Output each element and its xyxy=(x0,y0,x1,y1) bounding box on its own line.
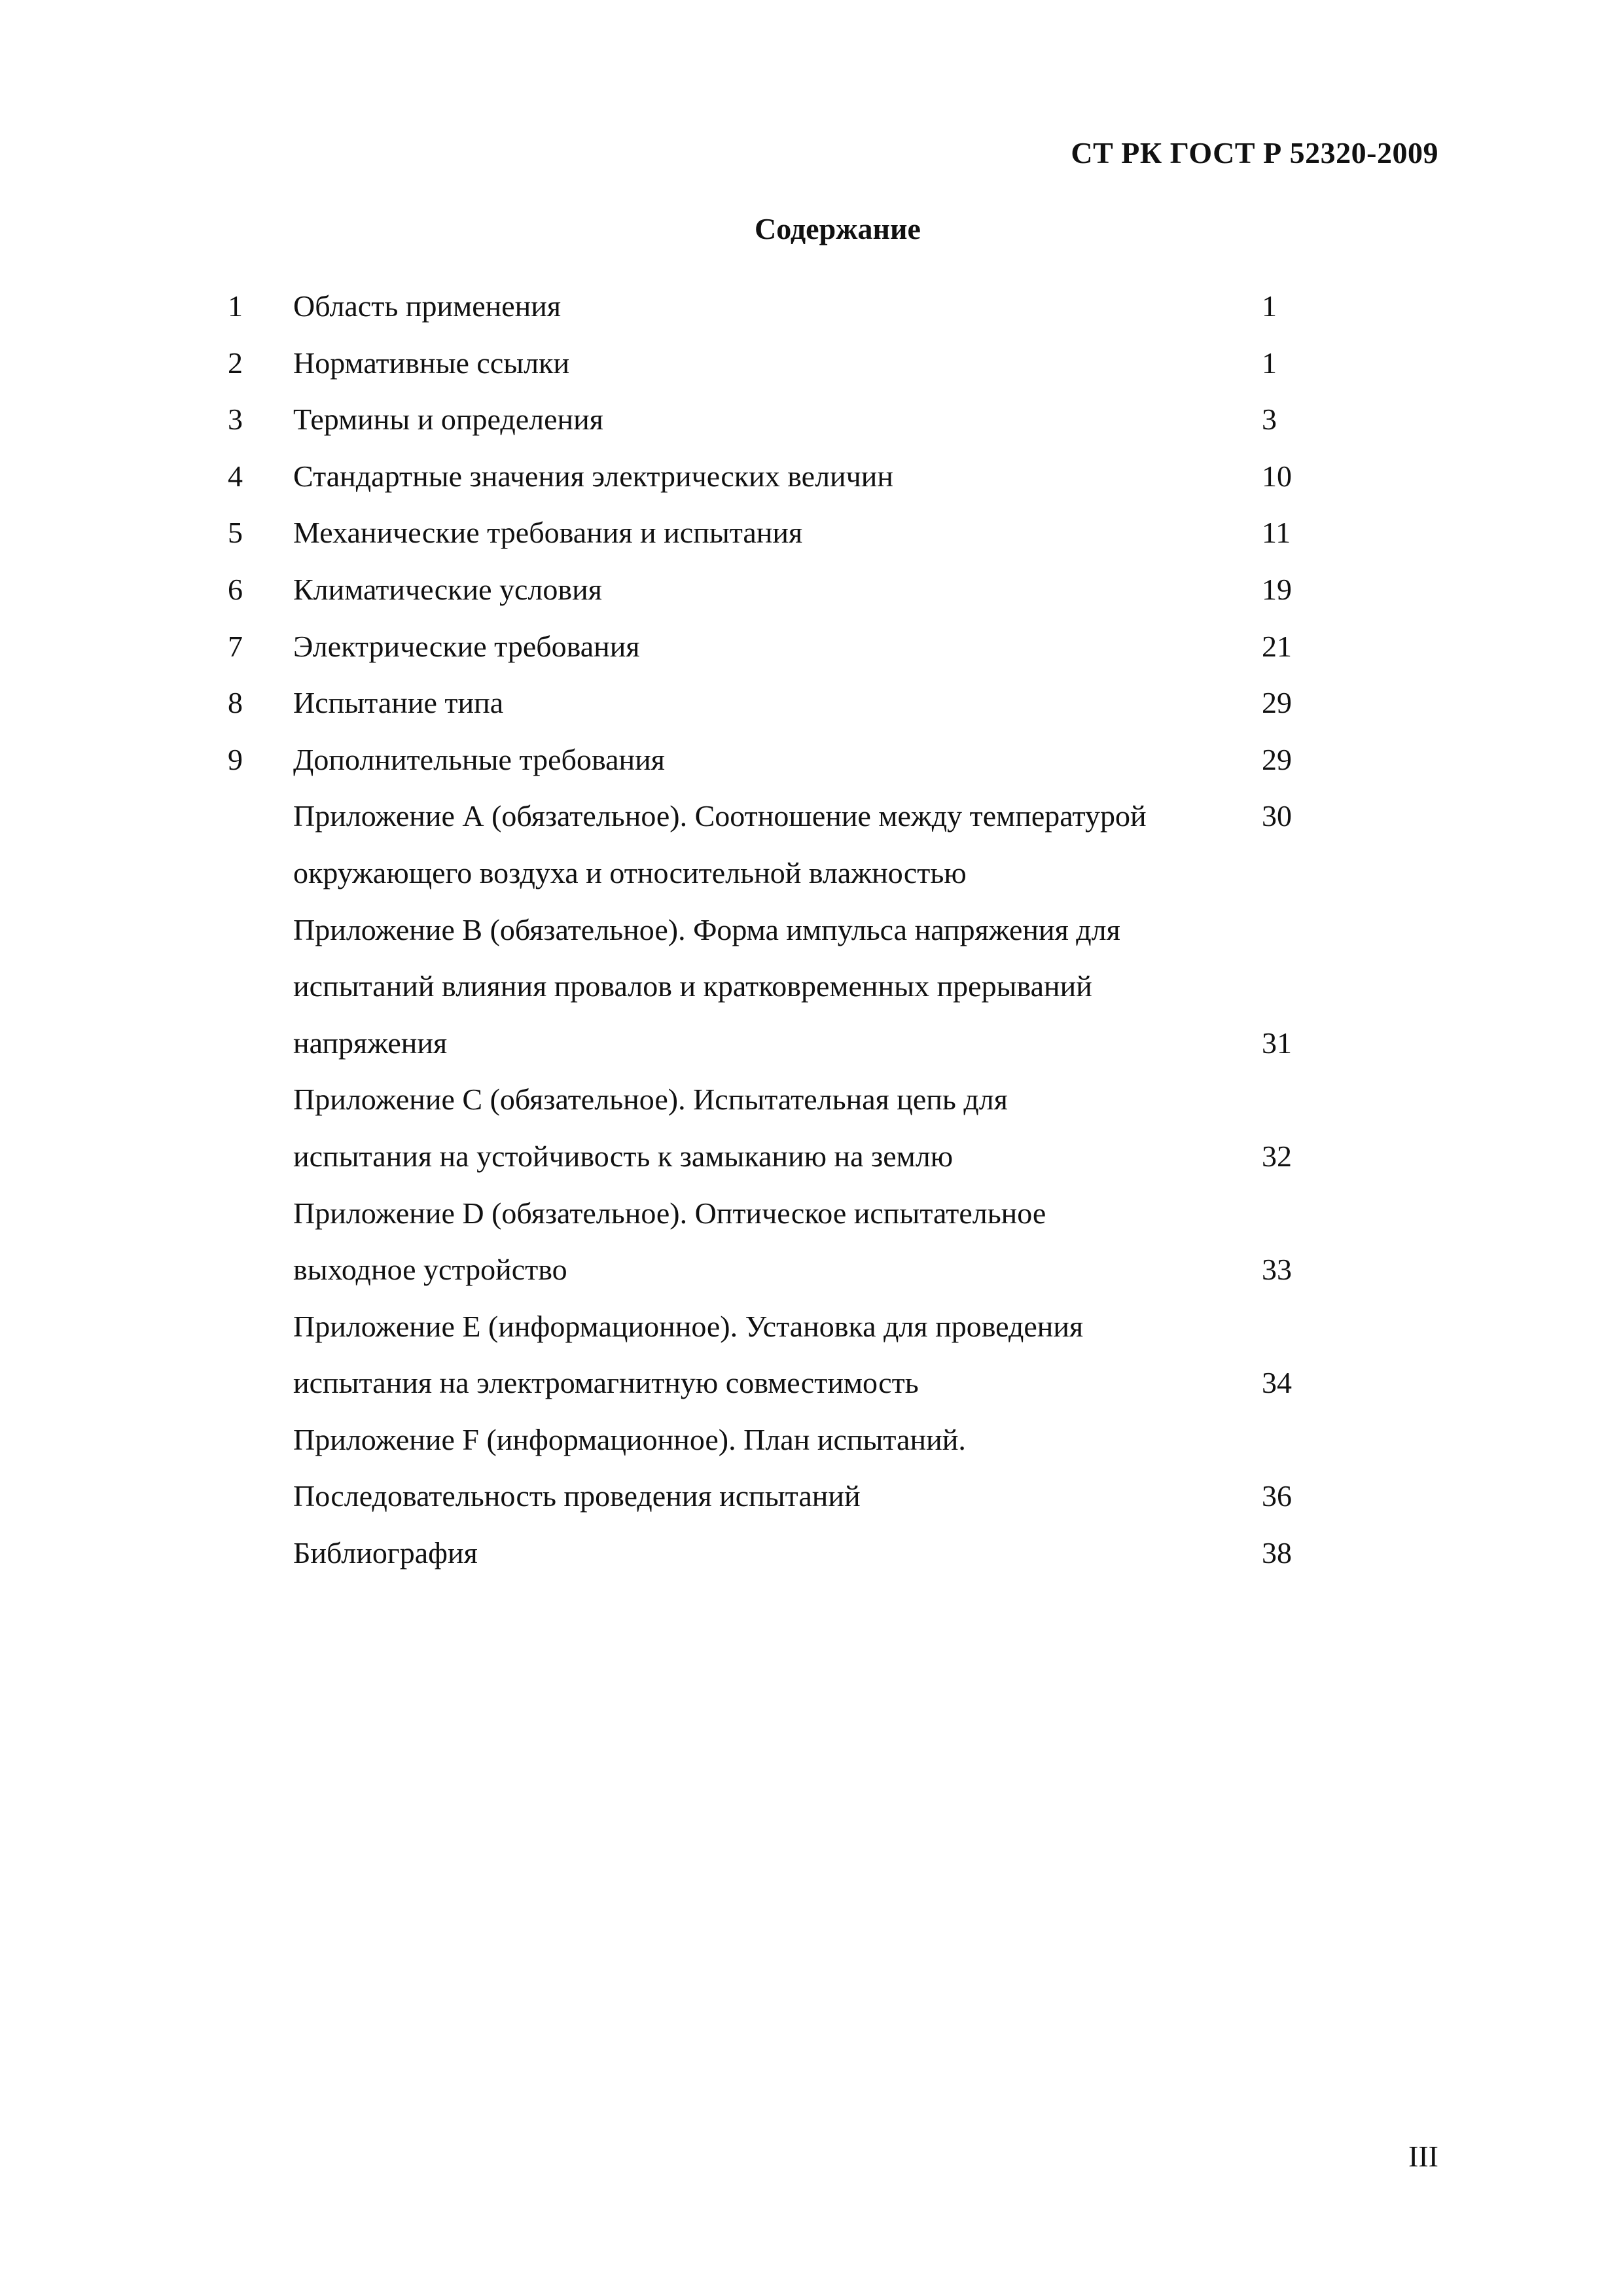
toc-appendix-line xyxy=(0,906,1623,963)
toc-entry xyxy=(0,566,1623,623)
toc-entry-title: Термины и определения xyxy=(293,403,603,437)
toc-entry-number: 1 xyxy=(228,289,243,323)
toc-entry-page: 10 xyxy=(1262,459,1292,493)
toc-entry-page: 32 xyxy=(1262,1139,1292,1173)
toc-entry-title: Механические требования и испытания xyxy=(293,516,803,550)
toc-entry xyxy=(0,509,1623,566)
toc-appendix-line xyxy=(0,1020,1623,1077)
page-number: III xyxy=(1408,2140,1438,2173)
toc-entry-title: Дополнительные требования xyxy=(293,742,665,776)
toc-appendix-line xyxy=(0,850,1623,906)
toc-entry-page: 36 xyxy=(1262,1479,1292,1513)
toc-entry-page: 33 xyxy=(1262,1253,1292,1287)
toc-entry-title: напряжения xyxy=(293,1026,448,1060)
toc-entry xyxy=(0,340,1623,397)
toc-entry-page: 38 xyxy=(1262,1536,1292,1570)
toc-entry-title: Приложение Е (информационное). Установка для проведения xyxy=(293,1309,1084,1343)
toc-entry-title: Приложение D (обязательное). Оптическое испытательное xyxy=(293,1196,1046,1230)
page-title: Содержание xyxy=(755,212,921,245)
toc-appendix-line xyxy=(0,1190,1623,1247)
toc-entry xyxy=(0,283,1623,340)
toc-entry-page: 29 xyxy=(1262,686,1292,720)
toc-entry xyxy=(0,453,1623,510)
toc-entry-title: Приложение А (обязательное). Соотношение между температурой xyxy=(293,799,1147,833)
toc-appendix-line xyxy=(0,793,1623,850)
toc-entry-page: 34 xyxy=(1262,1366,1292,1400)
toc-entry-number: 2 xyxy=(228,346,243,380)
toc-appendix-line xyxy=(0,1076,1623,1133)
toc-appendix-line xyxy=(0,1246,1623,1303)
toc-appendix-line xyxy=(0,1530,1623,1587)
toc-entry-page: 29 xyxy=(1262,742,1292,776)
table-of-contents xyxy=(0,283,1623,1587)
toc-entry xyxy=(0,623,1623,680)
toc-entry-title: окружающего воздуха и относительной влажностью xyxy=(293,855,967,889)
toc-entry xyxy=(0,679,1623,736)
toc-entry-title: Климатические условия xyxy=(293,572,602,606)
toc-entry-title: Библиография xyxy=(293,1536,478,1570)
toc-entry-number: 9 xyxy=(228,742,243,776)
toc-entry-page: 3 xyxy=(1262,403,1277,437)
toc-entry-page: 30 xyxy=(1262,799,1292,833)
toc-appendix-line xyxy=(0,1133,1623,1190)
toc-entry-number: 4 xyxy=(228,459,243,493)
toc-entry-number: 8 xyxy=(228,686,243,720)
toc-entry-title: Приложение В (обязательное). Форма импульса напряжения для xyxy=(293,912,1120,946)
toc-entry-title: Электрические требования xyxy=(293,629,640,663)
toc-entry-title: Приложение F (информационное). План испытаний. xyxy=(293,1422,966,1456)
toc-entry-page: 1 xyxy=(1262,346,1277,380)
toc-entry-title: испытаний влияния провалов и кратковременных прерываний xyxy=(293,969,1092,1003)
toc-entry-title: выходное устройство xyxy=(293,1253,567,1287)
toc-entry xyxy=(0,396,1623,453)
toc-appendix-line xyxy=(0,1359,1623,1416)
toc-entry-title: Приложение С (обязательное). Испытательная цепь для xyxy=(293,1083,1008,1117)
toc-entry-number: 5 xyxy=(228,516,243,550)
toc-appendix-line xyxy=(0,963,1623,1020)
toc-entry-number: 6 xyxy=(228,572,243,606)
toc-entry-page: 19 xyxy=(1262,572,1292,606)
toc-entry-number: 7 xyxy=(228,629,243,663)
toc-entry-title: испытания на электромагнитную совместимость xyxy=(293,1366,919,1400)
toc-entry-title: испытания на устойчивость к замыканию на землю xyxy=(293,1139,954,1173)
toc-entry-page: 11 xyxy=(1262,516,1291,550)
toc-entry-page: 1 xyxy=(1262,289,1277,323)
document-code: СТ РК ГОСТ Р 52320-2009 xyxy=(1071,136,1438,170)
toc-appendix-line xyxy=(0,1303,1623,1360)
toc-entry-title: Испытание типа xyxy=(293,686,504,720)
toc-entry-title: Последовательность проведения испытаний xyxy=(293,1479,861,1513)
toc-entry-title: Стандартные значения электрических величин xyxy=(293,459,894,493)
toc-appendix-line xyxy=(0,1416,1623,1473)
toc-appendix-line xyxy=(0,1473,1623,1530)
toc-entry-title: Нормативные ссылки xyxy=(293,346,570,380)
toc-entry-page: 21 xyxy=(1262,629,1292,663)
toc-entry-page: 31 xyxy=(1262,1026,1292,1060)
toc-entry xyxy=(0,736,1623,793)
toc-entry-number: 3 xyxy=(228,403,243,437)
toc-entry-title: Область применения xyxy=(293,289,562,323)
